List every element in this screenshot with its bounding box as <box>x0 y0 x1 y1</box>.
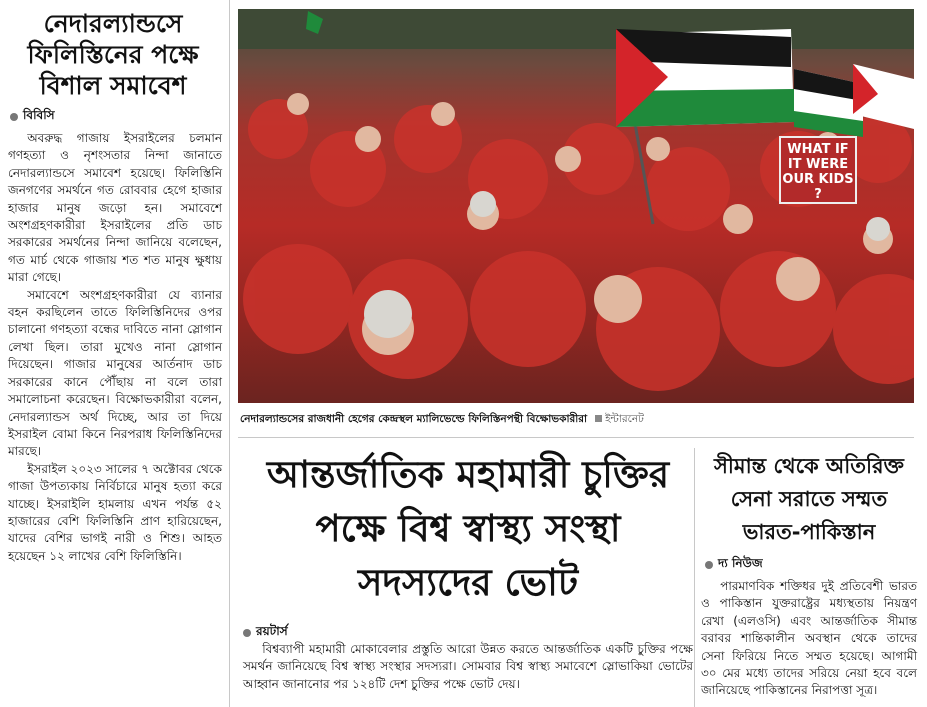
left-article-source: বিবিসি <box>23 108 55 122</box>
photo-caption-text: নেদারল্যান্ডসের রাজধানী হেগের কেন্দ্রস্থল ম্যালিভেল্ডে ফিলিস্তিনপন্থী বিক্ষোভকারীরা <box>240 413 588 425</box>
crowd-illustration <box>238 9 914 403</box>
bullet-icon <box>705 561 713 569</box>
left-article-headline: নেদারল্যান্ডসে ফিলিস্তিনের পক্ষে বিশাল সমাবেশ <box>27 9 199 100</box>
left-article-byline <box>10 107 222 127</box>
main-article-headline: আন্তর্জাতিক মহামারী চুক্তির পক্ষে বিশ্ব স্বাস্থ্য সংস্থা সদস্যদের ভোট <box>266 453 670 604</box>
side-article-paragraph: পারমাণবিক শক্তিধর দুই প্রতিবেশী ভারত ও পাকিস্তান যুক্তরাষ্ট্রের মধ্যস্থতায় নিয়ন্ত্রণ রেখা (এলওসি) এবং আন্তর্জাতিক সীমান্ত বরাবর শান্তিকালীন অবস্থান থেকে তাদের সেনা ফিরিয়ে নিতে সম্মত হয়েছে। আগামী ৩০ মের মধ্যে তাদের সরিয়ে নেয়া হবে বলে জানিয়েছে পাকিস্তানের নিরাপত্তা সূত্র। <box>701 579 917 698</box>
main-article-byline <box>243 623 288 643</box>
main-article-body <box>243 641 693 693</box>
photo-credit-text: ইন্টারনেট <box>605 413 644 425</box>
bullet-icon <box>10 113 18 121</box>
left-article <box>0 0 222 707</box>
side-article-source: দ্য নিউজ <box>718 556 763 570</box>
bullet-icon <box>243 629 251 637</box>
side-article-body <box>701 578 917 700</box>
left-article-body <box>0 130 222 565</box>
column-divider <box>694 448 695 707</box>
main-article-source: রয়টার্স <box>256 624 288 638</box>
protest-sign: WHAT IF IT WERE OUR KIDS ? <box>779 136 857 204</box>
main-article-paragraph: বিশ্বব্যাপী মহামারী মোকাবেলার প্রস্তুতি আরো উন্নত করতে আন্তর্জাতিক একটি চুক্তির পক্ষে সমর্থন জানিয়েছে বিশ্ব স্বাস্থ্য সংস্থার সদস্যরা। সোমবার বিশ্ব স্বাস্থ্য সমাবেশে স্লোভাকিয়া ভোটের আহ্বান জানানোর পর ১২৪টি দেশ চুক্তির পক্ষে ভোট দেয়। <box>243 642 693 691</box>
photo-caption <box>240 412 914 429</box>
square-icon <box>595 415 602 422</box>
left-article-paragraph: অবরুদ্ধ গাজায় ইসরাইলের চলমান গণহত্যা ও নৃশংসতার নিন্দা জানাতে নেদারল্যান্ডসে সমাবেশ হয়েছে। ফিলিস্তিনি জনগণের সমর্থনে গত রোববার হেগে হাজার হাজার মানুষ জড়ো হন। সমাবেশে অংশগ্রহণকারীরা ইসরাইলের প্রতি ডাচ সরকারের সমর্থনের নিন্দা জানিয়ে বলেছেন, গত মার্চ থেকে গাজায় শত শত মানুষ ক্ষুধায় মারা গেছে। <box>8 131 222 285</box>
section-divider <box>238 437 914 438</box>
left-article-paragraph: সমাবেশে অংশগ্রহণকারীরা যে ব্যানার বহন করছিলেন তাতে ফিলিস্তিনিদের ওপর চালানো গণহত্যা বন্ধের দাবিতে নানা স্লোগান লেখা ছিল। তারা মুখেও নানা স্লোগান দিয়েছেন। গাজার মানুষের আর্তনাদ ডাচ সরকারের কানে পৌঁছায় না বলে তারা সমালোচনা করেছেন। বিক্ষোভকারীরা বলেন, নেদারল্যান্ডস অর্থ দিচ্ছে, আর তা দিয়ে ইসরাইল বোমা কিনে নিরপরাধ ফিলিস্তিনিদের মারছে। <box>8 287 222 459</box>
left-article-paragraph: ইসরাইল ২০২৩ সালের ৭ অক্টোবর থেকে গাজা উপত্যকায় নির্বিচারে মানুষ হত্যা করে যাচ্ছে। ইসরাইলি হামলায় এখন পর্যন্ত ৫২ হাজারের বেশি ফিলিস্তিনি প্রাণ হারিয়েছেন, যাদের বেশির ভাগই নারী ও শিশু। আহত হয়েছেন ১২ লাখের বেশি ফিলিস্তিনি। <box>8 461 222 563</box>
side-article <box>701 450 917 700</box>
column-divider <box>229 0 230 707</box>
photo-credit <box>595 412 644 429</box>
side-article-headline: সীমান্ত থেকে অতিরিক্ত সেনা সরাতে সম্মত ভারত-পাকিস্তান <box>714 454 904 544</box>
side-article-byline <box>705 555 917 575</box>
protest-photo <box>238 9 914 403</box>
